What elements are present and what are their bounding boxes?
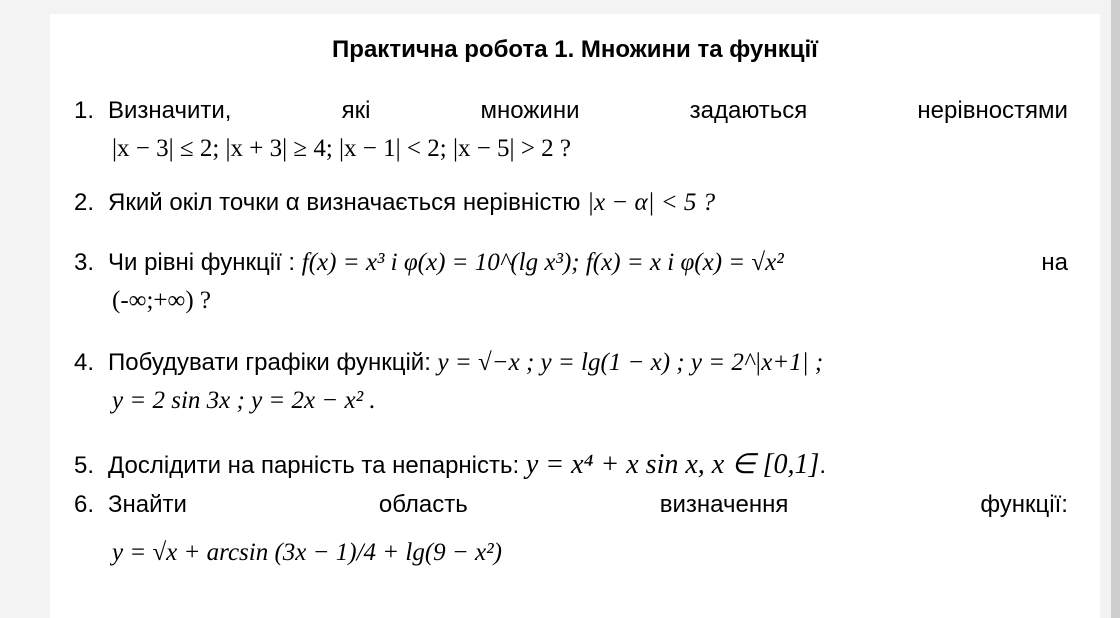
task-1-text: 1. Визначити, які множини задаються нерівностями (74, 92, 1068, 130)
task-6 (74, 486, 1068, 572)
task-number: 1. (74, 97, 95, 124)
task-1-formula: |x − 3| ≤ 2; |x + 3| ≥ 4; |x − 1| < 2; |x − 5| > 2 ? (112, 135, 572, 162)
task-5-formula: y = x⁴ + x sin x, x ∈ [0,1] (525, 449, 820, 480)
task-3: 3. Чи рівні функції : f(x) = x³ i φ(x) = 10^(lg x³); f(x) = x i φ(x) = √x² на (-∞;+∞) ? (74, 249, 1068, 314)
task-4-formula: y = √−x ; y = lg(1 − x) ; y = 2^|x+1| ; (437, 349, 824, 376)
task-6-formula: y = √x + arcsin (3x − 1)/4 + lg(9 − x²) (112, 539, 502, 566)
task-5: 5. Дослідити на парність та непарність: y = x⁴ + x sin x, x ∈ [0,1]. (74, 449, 827, 480)
task-3-formula: f(x) = x³ i φ(x) = 10^(lg x³); f(x) = x i φ(x) = √x² (301, 249, 784, 276)
scrollbar[interactable] (1111, 0, 1120, 618)
task-6-text: 6. Знайти область визначення функції: (74, 491, 1068, 518)
task-2: 2. Який окіл точки α визначається нерівністю |x − α| < 5 ? (74, 189, 716, 216)
task-1 (74, 92, 1068, 168)
page-title: Практична робота 1. Множини та функції (332, 36, 818, 63)
document-page (50, 14, 1100, 618)
task-2-formula: |x − α| < 5 ? (587, 189, 716, 216)
task-4: 4. Побудувати графіки функцій: y = √−x ; y = lg(1 − x) ; y = 2^|x+1| ; y = 2 sin 3x ; y = 2x − x² . (74, 349, 824, 414)
